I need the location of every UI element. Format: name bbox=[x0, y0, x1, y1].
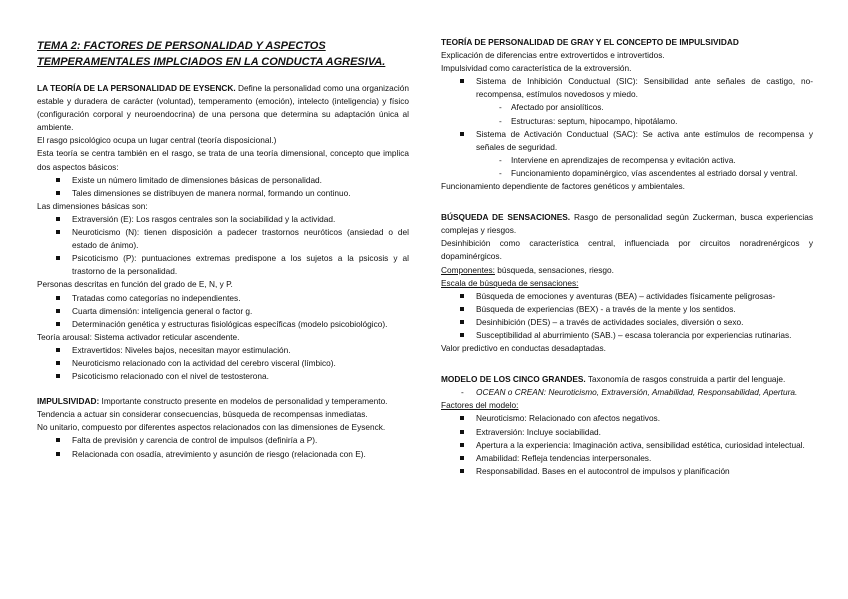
list-item: Extraversión: Incluye sociabilidad. bbox=[441, 426, 813, 439]
eysenck-intro: LA TEORÍA DE LA PERSONALIDAD DE EYSENCK. Define la personalidad como una organización estable y duradera de carácter (voluntad), temperamento (emoción), intelecto (inteligencia) y físico (configuración corporal y neuroendocrina) de una persona que determina su adaptación única al ambiente. bbox=[37, 83, 409, 133]
busqueda-intro: BÚSQUEDA DE SENSACIONES. Rasgo de personalidad según Zuckerman, busca experiencias complejas y riesgos. bbox=[441, 212, 813, 236]
list-item: Apertura a la experiencia: Imaginación activa, sensibilidad estética, curiosidad intelectual. bbox=[441, 439, 813, 452]
list-item: Falta de previsión y carencia de control de impulsos (definiría a P). bbox=[37, 434, 409, 447]
impulsividad-intro: IMPULSIVIDAD: Importante constructo presente en modelos de personalidad y temperamento. bbox=[37, 396, 388, 407]
sac-list bbox=[441, 128, 813, 154]
list-item: Responsabilidad. Bases en el autocontrol de impulsos y planificación bbox=[441, 465, 813, 478]
document-title: TEMA 2: FACTORES DE PERSONALIDAD Y ASPECTOS TEMPERAMENTALES IMPLCIADOS EN LA CONDUCTA AGRESIVA. bbox=[37, 40, 386, 68]
list-item: Psicoticismo (P): puntuaciones extremas predispone a los sujetos a la psicosis y al trastorno de la personalidad. bbox=[37, 252, 409, 278]
impulsividad-heading: IMPULSIVIDAD: bbox=[37, 396, 100, 407]
escala-list bbox=[441, 290, 813, 342]
impulsividad-no-unitario: No unitario, compuesto por diferentes aspectos relacionados con las dimensiones de Eysenck. bbox=[37, 422, 386, 433]
personas-label: Personas descritas en función del grado de E, N, y P. bbox=[37, 279, 233, 290]
sac-sub-list bbox=[441, 154, 813, 180]
escala-label: Escala de búsqueda de sensaciones: bbox=[441, 277, 579, 288]
factores-list bbox=[441, 412, 813, 477]
cinco-heading: MODELO DE LOS CINCO GRANDES. bbox=[441, 374, 586, 385]
list-item: Determinación genética y estructuras fisiológicas específicas (modelo psicobiológico). bbox=[37, 318, 409, 331]
busqueda-componentes: Componentes: búsqueda, sensaciones, riesgo. bbox=[441, 264, 614, 275]
gray-line1: Explicación de diferencias entre extrovertidos e introvertidos. bbox=[441, 50, 665, 61]
sic-sub-list bbox=[441, 101, 813, 127]
gray-funcionamiento: Funcionamiento dependiente de factores genéticos y ambientales. bbox=[441, 181, 685, 192]
gray-line2: Impulsividad como característica de la extroversión. bbox=[441, 63, 632, 74]
list-item: Relacionada con osadía, atrevimiento y asunción de riesgo (relacionada con E). bbox=[37, 448, 409, 461]
list-item: Cuarta dimensión: inteligencia general o factor g. bbox=[37, 305, 409, 318]
dims-label: Las dimensiones básicas son: bbox=[37, 200, 148, 211]
dims-list bbox=[37, 213, 409, 278]
left-column bbox=[37, 38, 409, 461]
arousal-list bbox=[37, 344, 409, 383]
list-item: Tales dimensiones se distribuyen de manera normal, formando un continuo. bbox=[37, 187, 409, 200]
list-item: Neuroticismo: Relacionado con afectos negativos. bbox=[441, 412, 813, 425]
personas-list bbox=[37, 292, 409, 331]
list-item: Extravertidos: Niveles bajos, necesitan mayor estimulación. bbox=[37, 344, 409, 357]
list-item: - OCEAN o CREAN: Neuroticismo, Extraversión, Amabilidad, Responsabilidad, Apertura. bbox=[441, 386, 813, 399]
eysenck-heading: LA TEORÍA DE LA PERSONALIDAD DE EYSENCK. bbox=[37, 83, 236, 93]
impulsividad-list bbox=[37, 434, 409, 460]
eysenck-dimensional: Esta teoría se centra también en el rasgo, se trata de una teoría dimensional, concepto que implica dos aspectos básicos: bbox=[37, 148, 409, 172]
list-item: Extraversión (E): Los rasgos centrales son la sociabilidad y la actividad. bbox=[37, 213, 409, 226]
arousal-label: Teoría arousal: Sistema activador reticular ascendente. bbox=[37, 331, 240, 342]
list-item: Sistema de Activación Conductual (SAC): Se activa ante estímulos de recompensa y señales de seguridad. bbox=[441, 128, 813, 154]
impulsividad-tendencia: Tendencia a actuar sin considerar consecuencias, búsqueda de recompensas inmediatas. bbox=[37, 409, 368, 420]
list-item: Búsqueda de emociones y aventuras (BEA) – actividades físicamente peligrosas- bbox=[441, 290, 813, 303]
list-item: Neuroticismo relacionado con la actividad del cerebro visceral (límbico). bbox=[37, 357, 409, 370]
list-item: Sistema de Inhibición Conductual (SIC): Sensibilidad ante señales de castigo, no-recompensa, estímulos novedosos y miedo. bbox=[441, 75, 813, 101]
sic-list bbox=[441, 75, 813, 101]
list-item: Susceptibilidad al aburrimiento (SAB.) – escasa tolerancia por experiencias rutinarias. bbox=[441, 329, 813, 342]
list-item: Amabilidad: Refleja tendencias interpersonales. bbox=[441, 452, 813, 465]
list-item: - Afectado por ansiolíticos. bbox=[441, 101, 813, 114]
list-item: - Estructuras: septum, hipocampo, hipotálamo. bbox=[441, 115, 813, 128]
eysenck-rasgo: El rasgo psicológico ocupa un lugar central (teoría disposicional.) bbox=[37, 135, 277, 146]
list-item: Existe un número limitado de dimensiones básicas de personalidad. bbox=[37, 174, 409, 187]
list-item: Desinhibición (DES) – a través de actividades sociales, diversión o sexo. bbox=[441, 316, 813, 329]
list-item: - Funcionamiento dopaminérgico, vías ascendentes al estriado dorsal y ventral. bbox=[441, 167, 813, 180]
aspects-list bbox=[37, 174, 409, 200]
list-item: Neuroticismo (N): tienen disposición a padecer trastornos neuróticos (ansiedad o del estado de ánimo). bbox=[37, 226, 409, 252]
list-item: Tratadas como categorías no independientes. bbox=[37, 292, 409, 305]
componentes-label: Componentes: bbox=[441, 264, 495, 275]
right-column bbox=[441, 36, 813, 478]
list-item: Psicoticismo relacionado con el nivel de testosterona. bbox=[37, 370, 409, 383]
busqueda-valor: Valor predictivo en conductas desadaptadas. bbox=[441, 343, 606, 354]
list-item: - Interviene en aprendizajes de recompensa y evitación activa. bbox=[441, 154, 813, 167]
busqueda-heading: BÚSQUEDA DE SENSACIONES. bbox=[441, 212, 571, 223]
list-item: Búsqueda de experiencias (BEX) - a través de la mente y los sentidos. bbox=[441, 303, 813, 316]
ocean-list bbox=[441, 386, 813, 399]
gray-heading: TEORÍA DE PERSONALIDAD DE GRAY Y EL CONCEPTO DE IMPULSIVIDAD bbox=[441, 37, 739, 47]
cinco-intro: MODELO DE LOS CINCO GRANDES. Taxonomía de rasgos construida a partir del lenguaje. bbox=[441, 374, 786, 385]
busqueda-desinhibicion: Desinhibición como característica central, influenciada por circuitos noradrenérgicos y dopaminérgicos. bbox=[441, 238, 813, 262]
factores-label: Factores del modelo: bbox=[441, 400, 519, 411]
